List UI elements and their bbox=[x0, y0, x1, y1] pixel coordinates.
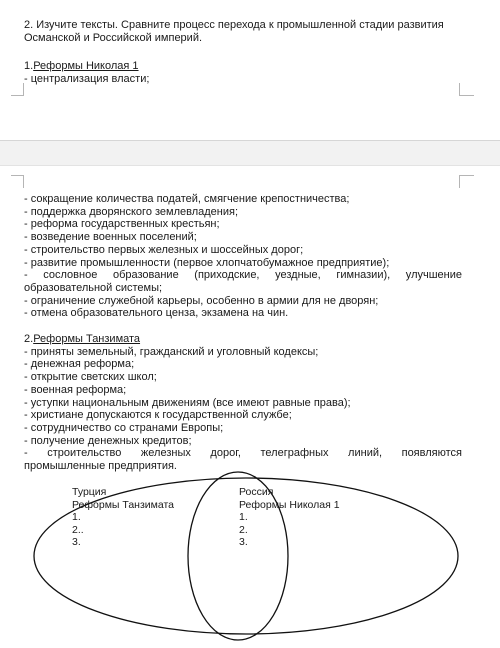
venn-right-title: Россия bbox=[239, 486, 274, 498]
list-item: - сословное образование (приходские, уездные, гимназии), улучшение bbox=[24, 269, 462, 282]
venn-left-subtitle: Реформы Танзимата bbox=[72, 498, 175, 511]
venn-left-n3: 3. bbox=[72, 536, 81, 548]
list-item: - ограничение служебной карьеры, особенно в армии для не дворян; bbox=[24, 294, 379, 307]
list-item: промышленные предприятия. bbox=[24, 460, 177, 473]
list-item: - получение денежных кредитов; bbox=[24, 434, 192, 447]
list-item: - строительство первых железных и шоссейных дорог; bbox=[24, 243, 304, 256]
list-item: - поддержка дворянского землевладения; bbox=[24, 205, 239, 218]
list-item: - приняты земельный, гражданский и уголовный кодексы; bbox=[24, 345, 319, 358]
nicholas-title: Реформы Николая 1 bbox=[33, 60, 139, 72]
tanzimat-title: Реформы Танзимата bbox=[33, 333, 141, 345]
list-item: - строительство железных дорог, телеграфных линий, появляются bbox=[24, 447, 462, 460]
venn-right-n1: 1. bbox=[239, 511, 248, 523]
list-item: образовательной системы; bbox=[24, 281, 163, 294]
task-line-1: 2. Изучите тексты. Сравните процесс перехода к промышленной стадии развития bbox=[24, 19, 444, 31]
venn-right-labels bbox=[239, 486, 340, 549]
list-item: - военная реформа; bbox=[24, 383, 127, 396]
venn-right-n3: 3. bbox=[239, 536, 248, 548]
list-item: - развитие промышленности (первое хлопчатобумажное предприятие); bbox=[24, 256, 390, 269]
list-item: - сотрудничество со странами Европы; bbox=[24, 421, 224, 434]
nicholas-number: 1. bbox=[24, 60, 34, 72]
venn-left-n1: 1. bbox=[72, 511, 81, 523]
list-item: - возведение военных поселений; bbox=[24, 231, 197, 244]
venn-left-n2: 2.. bbox=[72, 523, 84, 536]
list-item: - сокращение количества податей, смягчение крепостничества; bbox=[24, 193, 350, 205]
list-item: - уступки национальным движениям (все имеют равные права); bbox=[24, 396, 351, 409]
task-line-2: Османской и Российской империй. bbox=[24, 31, 203, 44]
venn-right-subtitle: Реформы Николая 1 bbox=[239, 498, 340, 511]
list-item: - христиане допускаются к государственной службе; bbox=[24, 409, 292, 422]
list-item: - реформа государственных крестьян; bbox=[24, 218, 220, 231]
list-item: - открытие светских школ; bbox=[24, 371, 157, 384]
list-item: - денежная реформа; bbox=[24, 358, 135, 371]
venn-left-labels bbox=[72, 486, 174, 549]
tanzimat-number: 2. bbox=[24, 333, 34, 345]
list-item: - отмена образовательного ценза, экзамена на чин. bbox=[24, 307, 289, 320]
venn-right-n2: 2. bbox=[239, 523, 248, 536]
nicholas-first-item: - централизация власти; bbox=[24, 72, 150, 85]
venn-left-title: Турция bbox=[72, 486, 107, 498]
